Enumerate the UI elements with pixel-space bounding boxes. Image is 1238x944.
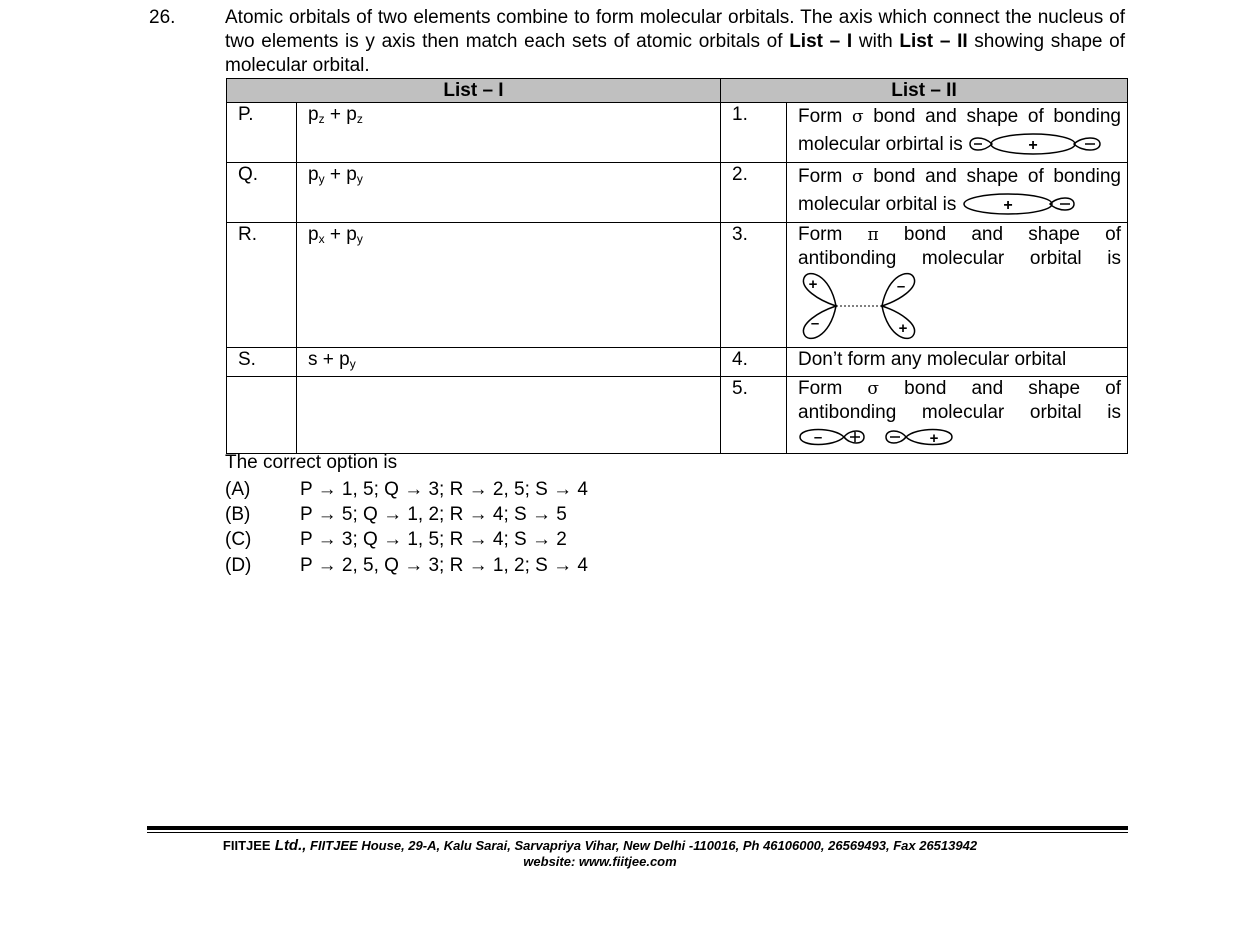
list1-item [297, 223, 721, 348]
question-text-part1: Atomic orbitals of two elements combine to form molecular orbitals. The axis which connect the nucleus of two elements is y axis then match each sets of atomic orbitals of [225, 7, 1125, 52]
option-label: (C) [225, 529, 252, 550]
orbital-a-sub: y [318, 172, 325, 186]
list2-line2: antibonding molecular orbital is [798, 402, 1121, 423]
list2-number: 2. [721, 163, 787, 223]
table-header-row [227, 79, 1128, 103]
list2-number: 3. [721, 223, 787, 348]
correct-option-prompt: The correct option is [225, 452, 398, 473]
plus-sign: + [324, 104, 347, 125]
question-text [225, 6, 1125, 78]
text: molecular orbirtal is [798, 134, 968, 155]
text: bond and shape of bonding [863, 166, 1121, 187]
orbital-a: p [308, 224, 319, 245]
minus-sign: – [810, 315, 820, 332]
list2-line2: antibonding molecular orbital is [798, 248, 1121, 269]
list1-item-empty [297, 377, 721, 454]
plus-sign: + [808, 276, 818, 293]
text: Form [798, 224, 868, 245]
minus-sign: – [896, 278, 906, 295]
text: bond and shape of [878, 224, 1121, 245]
sigma-bonding-orbital-diagram [968, 133, 1102, 155]
option-label: (D) [225, 555, 252, 576]
table-row [227, 163, 1128, 223]
question-text-part2: showing shape of molecular orbital. [225, 31, 1125, 76]
list1-header: List – I [227, 79, 721, 103]
list2-line1 [798, 223, 1121, 247]
orbital-b: p [346, 224, 357, 245]
question-text-with: with [852, 31, 900, 52]
orbital-b: p [339, 349, 350, 370]
sigma-bonding-orbital-small-lobe-diagram [962, 193, 1076, 215]
option-text: P → 1, 5; Q → 3; R → 2, 5; S → 4 [300, 479, 588, 500]
pi-symbol: π [867, 225, 879, 245]
option-b[interactable] [225, 502, 567, 527]
list2-item: Don’t form any molecular orbital [787, 348, 1128, 377]
orbital-b-sub: z [356, 112, 363, 126]
orbital-b-sub: y [356, 172, 363, 186]
option-text: P → 5; Q → 1, 2; R → 4; S → 5 [300, 504, 567, 525]
minus-sign: – [813, 429, 823, 446]
plus-sign: + [1028, 137, 1038, 154]
plus-sign: + [317, 349, 340, 370]
plus-sign: + [929, 430, 939, 447]
list1-label-empty [227, 377, 297, 454]
option-d[interactable] [225, 553, 588, 578]
orbital-b: p [346, 104, 357, 125]
text: Form [798, 166, 852, 187]
list2-number: 4. [721, 348, 787, 377]
list1-item [297, 103, 721, 163]
plus-sign: + [1003, 197, 1013, 214]
orbital-b-sub: y [356, 232, 363, 246]
option-label: (B) [225, 504, 251, 525]
sigma-symbol: σ [851, 167, 864, 187]
text: bond and shape of [879, 378, 1121, 399]
list1-label: S. [227, 348, 297, 377]
orbital-a-sub: z [318, 112, 325, 126]
footer-address: FIITJEE House, 29-A, Kalu Sarai, Sarvapriya Vihar, New Delhi -110016, Ph 46106000, 26569493, Fax 26513942 [306, 838, 978, 853]
text: Form [798, 106, 852, 127]
list2-item [787, 163, 1128, 223]
list1-label: Q. [227, 163, 297, 223]
plus-sign: + [324, 164, 347, 185]
footer-rule-thin [147, 832, 1128, 833]
list1-label: P. [227, 103, 297, 163]
option-c[interactable] [225, 527, 567, 552]
orbital-a: p [308, 164, 319, 185]
footer [147, 838, 1053, 870]
sigma-symbol: σ [851, 107, 864, 127]
sigma-symbol: σ [867, 379, 880, 399]
orbital-b-sub: y [349, 357, 356, 371]
option-text: P → 3; Q → 1, 5; R → 4; S → 2 [300, 529, 567, 550]
brand-ltd: Ltd., [270, 837, 307, 854]
text: Form [798, 378, 868, 399]
sigma-antibonding-orbital-diagram [798, 424, 958, 450]
orbital-a: s [308, 349, 318, 370]
option-a[interactable] [225, 477, 588, 502]
list1-item [297, 348, 721, 377]
list1-ref: List – I [789, 31, 853, 52]
list2-line2 [798, 191, 1121, 219]
orbital-a-sub: x [318, 232, 325, 246]
list2-header: List – II [721, 79, 1128, 103]
list2-number: 1. [721, 103, 787, 163]
list2-item [787, 377, 1128, 454]
list2-line2 [798, 131, 1121, 159]
list2-number: 5. [721, 377, 787, 454]
option-label: (A) [225, 479, 251, 500]
list1-item [297, 163, 721, 223]
orbital-b: p [346, 164, 357, 185]
text: molecular orbital is [798, 194, 962, 215]
option-text: P → 2, 5, Q → 3; R → 1, 2; S → 4 [300, 555, 588, 576]
footer-rule-thick [147, 826, 1128, 830]
table-row [227, 103, 1128, 163]
table-row [227, 348, 1128, 377]
table-row [227, 223, 1128, 348]
match-table [226, 78, 1128, 454]
list2-line1 [798, 103, 1121, 131]
plus-sign: + [898, 320, 908, 337]
list2-item [787, 103, 1128, 163]
question-number: 26. [149, 7, 176, 28]
list1-label: R. [227, 223, 297, 348]
list2-line1 [798, 163, 1121, 191]
list2-ref: List – II [899, 31, 968, 52]
plus-sign: + [324, 224, 347, 245]
list2-item [787, 223, 1128, 348]
brand-logo: FIITJEE [222, 838, 271, 853]
pi-antibonding-orbital-diagram [798, 270, 922, 342]
table-row [227, 377, 1128, 454]
footer-address-line [147, 838, 1053, 854]
footer-website[interactable]: website: www.fiitjee.com [523, 854, 677, 869]
orbital-a: p [308, 104, 319, 125]
list2-line1 [798, 377, 1121, 401]
text: bond and shape of bonding [863, 106, 1121, 127]
